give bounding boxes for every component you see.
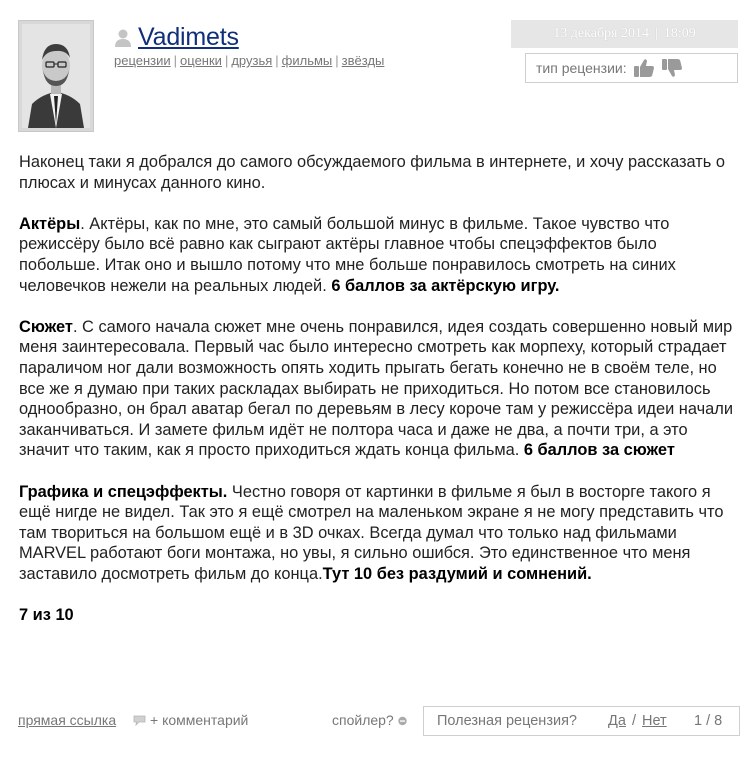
- plot-heading: Сюжет: [19, 317, 73, 336]
- thumbs-up-icon[interactable]: [633, 58, 655, 78]
- review-type-label: тип рецензии:: [536, 60, 627, 76]
- useful-question: Полезная рецензия?: [437, 713, 577, 729]
- link-separator: |: [335, 53, 339, 68]
- plot-score: 6 баллов за сюжет: [523, 441, 675, 460]
- review-date-bar: [511, 20, 738, 48]
- graphics-score: Тут 10 без раздумий и сомнений.: [322, 564, 592, 583]
- review-date: 13 декабря 2014: [553, 26, 649, 41]
- user-link-stars[interactable]: звёзды: [341, 53, 385, 68]
- user-avatar[interactable]: [18, 20, 94, 132]
- actors-score: 6 баллов за актёрскую игру.: [331, 276, 560, 295]
- add-comment-link[interactable]: [133, 712, 248, 728]
- review-graphics-paragraph: [19, 482, 741, 585]
- vote-separator: /: [632, 713, 637, 729]
- review-plot-paragraph: [19, 317, 741, 461]
- vote-yes-link[interactable]: Да: [608, 713, 626, 729]
- permalink-link[interactable]: прямая ссылка: [18, 712, 117, 728]
- useful-count: 1 / 8: [694, 713, 723, 729]
- review-type-box: [525, 53, 738, 83]
- vote-no-link[interactable]: Нет: [642, 713, 667, 729]
- actors-text: . Актёры, как по мне, это самый большой минус в фильме. Такое чувство что режиссёру было всё равно как сыграют актёры главное чтобы спецэффектов было побольше. Итак оно и вышло потому что мне больше понравилось смотреть на синих человечков нежели на реальных людей.: [19, 214, 676, 295]
- review-time: 18:09: [663, 26, 696, 41]
- user-link-ratings[interactable]: оценки: [180, 53, 222, 68]
- final-score: 7 из 10: [19, 606, 74, 625]
- user-silhouette-icon: [114, 28, 132, 48]
- useful-review-box: [423, 706, 740, 736]
- review-intro: Наконец таки я добрался до самого обсуждаемого фильма в интернете, и хочу рассказать о плюсах и минусах данного кино.: [19, 153, 726, 192]
- graphics-heading: Графика и спецэффекты.: [19, 482, 228, 501]
- user-link-friends[interactable]: друзья: [231, 53, 273, 68]
- link-separator: |: [275, 53, 279, 68]
- user-link-films[interactable]: фильмы: [281, 53, 333, 68]
- date-separator: |: [655, 26, 658, 41]
- user-link-reviews[interactable]: рецензии: [114, 53, 171, 68]
- review-footer: [18, 706, 740, 736]
- link-separator: |: [224, 53, 229, 68]
- avatar-portrait-image: [22, 24, 90, 128]
- plot-text: . С самого начала сюжет мне очень понравился, идея создать совершенно новый мир меня заинтересовала. Первый час было интересно смотреть как морпеху, который страдает параличом ног дали возможность опять ходить прыгать бегать конечно не в своём теле, но все же я думаю при таких раскладах выбирать не приходиться. Но потом все становилось однообразно, он брал аватар бегал по деревьям в лесу короче там у режиссёра идеи начали заканчиваться. И замете фильм идёт не полтора часа и даже не два, а почти три, а это значит что таким, как я просто приходиться ждать конца фильма.: [19, 317, 733, 460]
- spoiler-toggle[interactable]: [332, 712, 408, 728]
- review-actors-paragraph: [19, 214, 741, 296]
- actors-heading: Актёры: [19, 214, 81, 233]
- username-link[interactable]: Vadimets: [138, 23, 239, 51]
- review-body: [19, 152, 741, 646]
- review-final-score: [19, 605, 741, 626]
- user-links: [114, 53, 384, 68]
- spoiler-dot-icon: [397, 715, 408, 726]
- thumbs-down-icon[interactable]: [661, 58, 683, 78]
- speech-bubble-icon: [133, 715, 146, 726]
- add-comment-label: + комментарий: [150, 712, 249, 728]
- spoiler-label: спойлер?: [332, 712, 394, 728]
- link-separator: |: [173, 53, 178, 68]
- graphics-text: Честно говоря от картинки в фильме я был в восторге такого я ещё нигде не видел. Так это я ещё смотрел на маленьком экране я не могу представить что там твориться на большом ещё и в 3D очках. Всегда думал что только над фильмами MARVEL работают боги монтажа, но увы, я сильно ошибся. Это единственное что меня заставило досмотреть фильм до конца.: [19, 482, 724, 583]
